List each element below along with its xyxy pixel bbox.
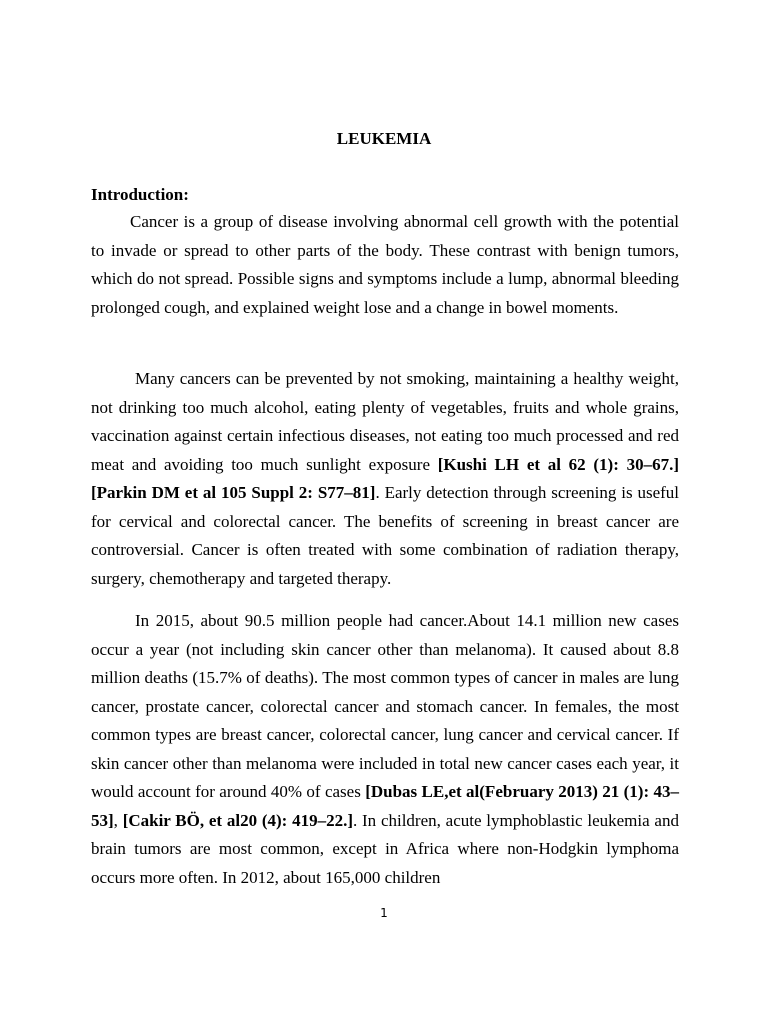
citation-kushi: [Kushi LH et al 62 (1): 30–67.]: [437, 454, 679, 474]
paragraph-3-text-a: In 2015, about 90.5 million people had cancer.About 14.1 million new cases occur a year (not including skin cancer other than melanoma). It caused about 8.8 million deaths (15.7% of deaths). The most common types of cancer in males are lung cancer, prostate cancer, colorectal cancer and stomach cancer. In females, the most common types are breast cancer, colorectal cancer, lung cancer and cervical cancer. If skin cancer other than melanoma were included in total new cancer cases each year, it would account for around 40% of cases: [91, 611, 679, 801]
paragraph-3: [91, 607, 679, 892]
citation-cakir: [Cakir BÖ, et al20 (4): 419–22.]: [122, 810, 353, 830]
page-title: LEUKEMIA: [336, 129, 432, 148]
paragraph-2-text-b: . Early detection through screening is useful for cervical and colorectal cancer. The benefits of screening in breast cancer are controversial. Cancer is often treated with some combination of radiation therapy, surgery, chemotherapy and targeted therapy.: [91, 483, 679, 588]
paragraph-1: Cancer is a group of disease involving abnormal cell growth with the potential to invade or spread to other parts of the body. These contrast with benign tumors, which do not spread. Possible signs and symptoms include a lump, abnormal bleeding prolonged cough, and explained weight lose and a change in bowel moments.: [91, 212, 679, 317]
paragraph-2-text-a: Many cancers can be prevented by not smoking, maintaining a healthy weight, not drinking too much alcohol, eating plenty of vegetables, fruits and whole grains, vaccination against certain infectious diseases, not eating too much processed and red meat and avoiding too much sunlight exposure: [91, 369, 679, 474]
paragraph-2: [91, 365, 679, 593]
citation-parkin: [Parkin DM et al 105 Suppl 2: S77–81]: [91, 483, 376, 502]
page-number: 1: [380, 906, 388, 920]
paragraph-3-text-b: . In children, acute lymphoblastic leukemia and brain tumors are most common, except in Africa where non-Hodgkin lymphoma occurs more often. In 2012, about 165,000 children: [91, 810, 679, 887]
section-heading: Introduction:: [91, 185, 189, 204]
citation-dubas: [Dubas LE,et al(February 2013) 21 (1): 43–53]: [91, 782, 680, 830]
paragraph-3-separator: ,: [113, 810, 123, 830]
